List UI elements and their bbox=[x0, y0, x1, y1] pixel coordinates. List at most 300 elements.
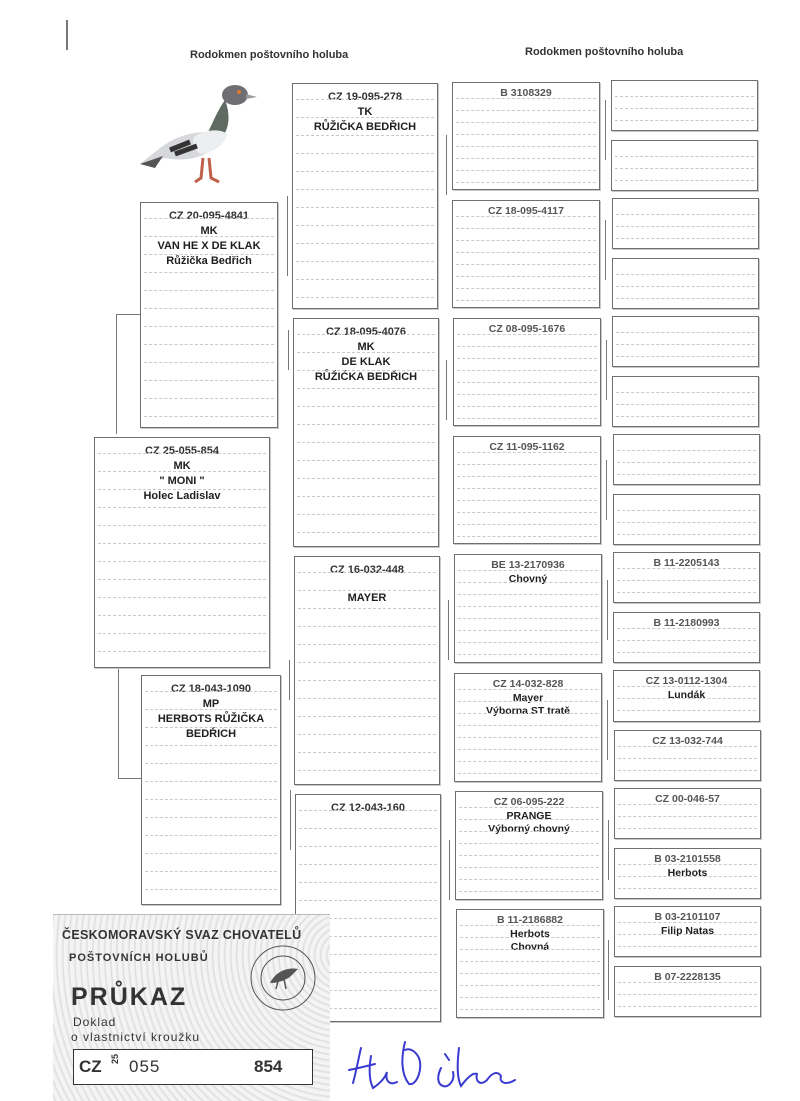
ruling-line bbox=[98, 543, 266, 544]
ruling-line bbox=[617, 686, 756, 687]
ruling-line bbox=[98, 453, 266, 454]
ggg-ring: CZ 13-0112-1304 bbox=[645, 675, 728, 687]
connector bbox=[290, 790, 291, 850]
sire-ring: CZ 20-095-4841 bbox=[168, 210, 250, 222]
grandparent-line: RŮŽIČKA BEDŘICH bbox=[313, 121, 417, 133]
ruling-line bbox=[298, 680, 436, 681]
ruling-line bbox=[145, 835, 277, 836]
ruling-line bbox=[296, 261, 434, 262]
ruling-line bbox=[145, 853, 277, 854]
ruling-line bbox=[298, 698, 436, 699]
ruling-line bbox=[458, 773, 598, 774]
ruling-line bbox=[297, 388, 435, 389]
great-grandparent-line: Výborný chovný bbox=[488, 823, 570, 835]
ggg-box bbox=[614, 848, 761, 899]
ggg-box bbox=[612, 316, 759, 367]
ruling-line bbox=[617, 652, 756, 653]
ruling-line bbox=[144, 416, 274, 417]
ruling-line bbox=[298, 662, 436, 663]
ruling-line bbox=[616, 286, 755, 287]
ruling-line bbox=[297, 514, 435, 515]
ggg-box bbox=[614, 788, 761, 839]
ruling-line bbox=[458, 761, 598, 762]
card-title: PRŮKAZ bbox=[71, 983, 188, 1011]
ruling-line bbox=[618, 888, 757, 889]
ruling-line bbox=[144, 236, 274, 237]
ruling-line bbox=[299, 882, 437, 883]
ruling-line bbox=[616, 392, 755, 393]
ruling-line bbox=[145, 799, 277, 800]
pigeon-name: " MONI " bbox=[159, 475, 205, 487]
connector bbox=[606, 460, 607, 520]
ruling-line bbox=[617, 462, 756, 463]
ggg-box bbox=[612, 376, 759, 427]
ruling-line bbox=[618, 982, 757, 983]
great-grandparent-ring: CZ 08-095-1676 bbox=[488, 323, 566, 335]
connector bbox=[446, 360, 447, 420]
ruling-line bbox=[457, 488, 597, 489]
ruling-line bbox=[456, 146, 596, 147]
card-org-line2: POŠTOVNÍCH HOLUBŮ bbox=[69, 952, 209, 964]
ggg-ring: CZ 00-046-57 bbox=[655, 793, 720, 805]
ruling-line bbox=[456, 252, 596, 253]
ruling-line bbox=[615, 180, 754, 181]
pigeon-color: MK bbox=[173, 460, 191, 472]
connector bbox=[605, 220, 606, 280]
ruling-line bbox=[456, 216, 596, 217]
ggg-line: Herbots bbox=[667, 866, 708, 879]
ruling-line bbox=[456, 134, 596, 135]
grandparent-ring: CZ 16-032-448 bbox=[330, 564, 404, 576]
dam-line: MP bbox=[202, 698, 220, 710]
ruling-line bbox=[297, 460, 435, 461]
ruling-line bbox=[459, 807, 599, 808]
great-grandparent-ring: CZ 18-095-4117 bbox=[488, 205, 564, 217]
ruling-line bbox=[456, 228, 596, 229]
ruling-line bbox=[615, 156, 754, 157]
ruling-line bbox=[298, 770, 436, 771]
great-grandparent-ring: B 3108329 bbox=[500, 87, 552, 99]
ruling-line bbox=[615, 168, 754, 169]
dam-ring: CZ 18-043-1090 bbox=[170, 683, 252, 695]
ruling-line bbox=[458, 654, 598, 655]
ruling-line bbox=[618, 828, 757, 829]
ring-club: 055 bbox=[129, 1057, 161, 1076]
connector bbox=[118, 668, 119, 778]
ruling-line bbox=[616, 214, 755, 215]
connector bbox=[606, 340, 607, 400]
great-grandparent-box bbox=[454, 554, 602, 663]
ruling-line bbox=[460, 1009, 600, 1010]
connector bbox=[607, 580, 608, 640]
ruling-line bbox=[617, 710, 756, 711]
ruling-line bbox=[457, 524, 597, 525]
ggg-box bbox=[613, 612, 760, 663]
great-grandparent-box bbox=[452, 82, 600, 190]
ruling-line bbox=[297, 478, 435, 479]
ruling-line bbox=[616, 344, 755, 345]
pigeon-box bbox=[94, 437, 270, 668]
ruling-line bbox=[299, 900, 437, 901]
ruling-line bbox=[457, 512, 597, 513]
ruling-line bbox=[145, 871, 277, 872]
grandparent-line: TK bbox=[357, 106, 373, 118]
ruling-line bbox=[618, 934, 757, 935]
association-seal-icon bbox=[248, 943, 318, 1013]
great-grandparent-box bbox=[455, 791, 603, 900]
great-grandparent-box bbox=[453, 436, 601, 544]
ruling-line bbox=[459, 819, 599, 820]
ruling-line bbox=[297, 442, 435, 443]
ruling-line bbox=[296, 207, 434, 208]
ggg-box bbox=[614, 906, 761, 957]
ruling-line bbox=[456, 158, 596, 159]
ruling-line bbox=[617, 628, 756, 629]
connector bbox=[448, 600, 449, 660]
ruling-line bbox=[615, 120, 754, 121]
ruling-line bbox=[98, 525, 266, 526]
ruling-line bbox=[459, 843, 599, 844]
ggg-ring: B 03-2101558 bbox=[654, 853, 721, 865]
ruling-line bbox=[616, 356, 755, 357]
ruling-line bbox=[618, 770, 757, 771]
pedigree-heading-left: Rodokmen poštovního holuba bbox=[190, 49, 349, 61]
ruling-line bbox=[298, 716, 436, 717]
dam-line: HERBOTS RŮŽIČKA bbox=[157, 713, 265, 725]
ruling-line bbox=[618, 804, 757, 805]
ruling-line bbox=[297, 532, 435, 533]
ruling-line bbox=[296, 189, 434, 190]
ruling-line bbox=[296, 117, 434, 118]
ruling-line bbox=[297, 370, 435, 371]
ruling-line bbox=[617, 568, 756, 569]
ruling-line bbox=[298, 734, 436, 735]
great-grandparent-ring: CZ 11-095-1162 bbox=[489, 441, 565, 453]
ruling-line bbox=[457, 406, 597, 407]
ruling-line bbox=[456, 300, 596, 301]
ruling-line bbox=[98, 615, 266, 616]
grandparent-ring: CZ 19-095-278 bbox=[328, 91, 402, 103]
ggg-box bbox=[613, 552, 760, 603]
connector bbox=[605, 100, 606, 160]
ruling-line bbox=[299, 864, 437, 865]
ruling-line bbox=[145, 763, 277, 764]
ruling-line bbox=[98, 651, 266, 652]
ruling-line bbox=[456, 182, 596, 183]
ruling-line bbox=[299, 846, 437, 847]
ruling-line bbox=[460, 973, 600, 974]
ruling-line bbox=[457, 370, 597, 371]
ruling-line bbox=[144, 398, 274, 399]
ruling-line bbox=[617, 522, 756, 523]
ruling-line bbox=[617, 450, 756, 451]
ruling-line bbox=[144, 290, 274, 291]
ruling-line bbox=[98, 561, 266, 562]
ggg-ring: B 03-2101107 bbox=[654, 911, 721, 923]
ruling-line bbox=[618, 1006, 757, 1007]
ruling-line bbox=[618, 876, 757, 877]
sire-line: MK bbox=[200, 225, 218, 237]
great-grandparent-line: PRANGE bbox=[506, 809, 552, 822]
ruling-line bbox=[297, 406, 435, 407]
ruling-line bbox=[618, 922, 757, 923]
ruling-line bbox=[457, 358, 597, 359]
connector bbox=[607, 700, 608, 760]
connector bbox=[608, 940, 609, 1000]
ruling-line bbox=[297, 352, 435, 353]
ruling-line bbox=[296, 153, 434, 154]
ruling-line bbox=[144, 344, 274, 345]
ring-number: 854 bbox=[254, 1057, 283, 1076]
ruling-line bbox=[616, 416, 755, 417]
great-grandparent-ring: BE 13-2170936 bbox=[491, 559, 565, 571]
ruling-line bbox=[298, 626, 436, 627]
ggg-box bbox=[613, 494, 760, 545]
ruling-line bbox=[297, 334, 435, 335]
ruling-line bbox=[615, 108, 754, 109]
ruling-line bbox=[457, 418, 597, 419]
dam-line: BEDŘICH bbox=[185, 728, 237, 740]
ruling-line bbox=[144, 308, 274, 309]
ruling-line bbox=[459, 879, 599, 880]
connector bbox=[446, 135, 447, 195]
ruling-line bbox=[299, 828, 437, 829]
ruling-line bbox=[458, 594, 598, 595]
ruling-line bbox=[98, 507, 266, 508]
connector bbox=[116, 314, 141, 315]
grandparent-box bbox=[293, 318, 439, 547]
margin-mark bbox=[66, 20, 68, 50]
sire-line: Růžička Bedřich bbox=[166, 255, 252, 267]
ruling-line bbox=[296, 279, 434, 280]
ruling-line bbox=[457, 464, 597, 465]
ruling-line bbox=[458, 737, 598, 738]
ruling-line bbox=[297, 424, 435, 425]
ruling-line bbox=[457, 334, 597, 335]
ruling-line bbox=[616, 298, 755, 299]
ruling-line bbox=[460, 997, 600, 998]
ruling-line bbox=[296, 171, 434, 172]
ruling-line bbox=[298, 752, 436, 753]
ggg-ring: B 11-2180993 bbox=[653, 617, 720, 629]
grandparent-line: RŮŽIČKA BEDŘICH bbox=[314, 371, 418, 383]
ruling-line bbox=[456, 288, 596, 289]
card-subtitle-line2: o vlastnictví kroužku bbox=[71, 1030, 201, 1044]
ruling-line bbox=[460, 937, 600, 938]
ruling-line bbox=[460, 925, 600, 926]
connector bbox=[287, 196, 288, 276]
ruling-line bbox=[460, 985, 600, 986]
ruling-line bbox=[144, 254, 274, 255]
ruling-line bbox=[144, 362, 274, 363]
ruling-line bbox=[98, 471, 266, 472]
great-grandparent-ring: CZ 06-095-222 bbox=[493, 796, 565, 808]
grandparent-ring: CZ 12-043-160 bbox=[331, 802, 405, 814]
ruling-line bbox=[458, 570, 598, 571]
ruling-line bbox=[459, 855, 599, 856]
grandparent-ring: CZ 18-095-4076 bbox=[325, 326, 407, 338]
ruling-line bbox=[616, 226, 755, 227]
ruling-line bbox=[458, 725, 598, 726]
ruling-line bbox=[616, 274, 755, 275]
grandparent-line: MK bbox=[357, 341, 375, 353]
grandparent-line: MAYER bbox=[347, 592, 387, 604]
connector bbox=[118, 778, 142, 779]
connector bbox=[608, 820, 609, 880]
ruling-line bbox=[618, 746, 757, 747]
grandparent-box bbox=[294, 556, 440, 785]
great-grandparent-line: Výborna ST tratě bbox=[485, 705, 571, 717]
ruling-line bbox=[617, 474, 756, 475]
pigeon-ring: CZ 25-055-854 bbox=[145, 445, 219, 457]
ruling-line bbox=[617, 640, 756, 641]
ruling-line bbox=[460, 961, 600, 962]
ruling-line bbox=[459, 891, 599, 892]
ruling-line bbox=[98, 579, 266, 580]
great-grandparent-box bbox=[453, 318, 601, 426]
ruling-line bbox=[144, 272, 274, 273]
ruling-line bbox=[456, 170, 596, 171]
ruling-line bbox=[460, 949, 600, 950]
ruling-line bbox=[144, 218, 274, 219]
card-subtitle-line1: Doklad bbox=[73, 1015, 117, 1029]
ruling-line bbox=[145, 691, 277, 692]
ruling-line bbox=[618, 994, 757, 995]
great-grandparent-line: Mayer bbox=[512, 691, 544, 704]
ruling-line bbox=[617, 534, 756, 535]
connector bbox=[288, 330, 289, 370]
ruling-line bbox=[457, 536, 597, 537]
ruling-line bbox=[297, 496, 435, 497]
ggg-box bbox=[611, 80, 758, 131]
ruling-line bbox=[617, 698, 756, 699]
ruling-line bbox=[618, 946, 757, 947]
ruling-line bbox=[618, 758, 757, 759]
ruling-line bbox=[98, 633, 266, 634]
ruling-line bbox=[145, 745, 277, 746]
ruling-line bbox=[458, 606, 598, 607]
grandparent-box bbox=[292, 83, 438, 309]
ggg-box bbox=[613, 670, 760, 722]
ruling-line bbox=[299, 810, 437, 811]
great-grandparent-line: Herbots bbox=[510, 927, 550, 940]
ring-year: 25 bbox=[110, 1054, 120, 1065]
ruling-line bbox=[145, 709, 277, 710]
ruling-line bbox=[457, 476, 597, 477]
ruling-line bbox=[459, 831, 599, 832]
ruling-line bbox=[298, 590, 436, 591]
ggg-line: Lundák bbox=[667, 688, 706, 701]
ruling-line bbox=[617, 580, 756, 581]
ruling-line bbox=[457, 452, 597, 453]
ruling-line bbox=[457, 382, 597, 383]
great-grandparent-ring: B 11-2186882 bbox=[497, 914, 563, 926]
ruling-line bbox=[145, 889, 277, 890]
ruling-line bbox=[298, 572, 436, 573]
ruling-line bbox=[615, 96, 754, 97]
ruling-line bbox=[616, 332, 755, 333]
ruling-line bbox=[298, 608, 436, 609]
ruling-line bbox=[618, 864, 757, 865]
ruling-line bbox=[456, 240, 596, 241]
dam-box bbox=[141, 675, 281, 905]
ruling-line bbox=[616, 404, 755, 405]
ruling-line bbox=[144, 326, 274, 327]
ruling-line bbox=[145, 781, 277, 782]
ruling-line bbox=[458, 618, 598, 619]
ggg-box bbox=[612, 198, 759, 249]
ruling-line bbox=[459, 867, 599, 868]
great-grandparent-line: Chovná bbox=[510, 941, 550, 953]
ggg-ring: CZ 13-032-744 bbox=[652, 735, 723, 747]
connector bbox=[449, 840, 450, 900]
card-org-line1: ČESKOMORAVSKÝ SVAZ CHOVATELŮ bbox=[62, 928, 302, 942]
ring-ownership-card bbox=[53, 914, 330, 1101]
ruling-line bbox=[617, 592, 756, 593]
ruling-line bbox=[458, 582, 598, 583]
ggg-ring: B 07-2228135 bbox=[654, 971, 721, 983]
ggg-box bbox=[611, 140, 758, 191]
ruling-line bbox=[145, 727, 277, 728]
great-grandparent-line: Chovný bbox=[508, 572, 548, 585]
great-grandparent-ring: CZ 14-032-828 bbox=[492, 678, 564, 690]
ruling-line bbox=[618, 816, 757, 817]
great-grandparent-box bbox=[454, 673, 602, 782]
ruling-line bbox=[144, 380, 274, 381]
ruling-line bbox=[98, 597, 266, 598]
ruling-line bbox=[456, 264, 596, 265]
ring-country: CZ bbox=[79, 1057, 102, 1076]
connector bbox=[116, 314, 117, 434]
ruling-line bbox=[456, 122, 596, 123]
ruling-line bbox=[456, 276, 596, 277]
ruling-line bbox=[458, 701, 598, 702]
ggg-line: Filip Natas bbox=[660, 924, 715, 937]
great-grandparent-box bbox=[452, 200, 600, 308]
ruling-line bbox=[296, 99, 434, 100]
ruling-line bbox=[296, 135, 434, 136]
ggg-box bbox=[614, 730, 761, 781]
pigeon-illustration bbox=[135, 78, 260, 188]
ruling-line bbox=[458, 642, 598, 643]
ruling-line bbox=[458, 749, 598, 750]
ruling-line bbox=[458, 689, 598, 690]
ruling-line bbox=[617, 510, 756, 511]
ruling-line bbox=[458, 713, 598, 714]
ruling-line bbox=[457, 394, 597, 395]
handwritten-signature bbox=[345, 1028, 525, 1098]
sire-line: VAN HE X DE KLAK bbox=[157, 240, 261, 252]
ring-number-box bbox=[73, 1049, 313, 1085]
ruling-line bbox=[98, 489, 266, 490]
great-grandparent-box bbox=[456, 909, 604, 1018]
ruling-line bbox=[458, 630, 598, 631]
ggg-box bbox=[613, 434, 760, 485]
ruling-line bbox=[298, 644, 436, 645]
ggg-box bbox=[614, 966, 761, 1017]
ggg-box bbox=[612, 258, 759, 309]
pigeon-owner: Holec Ladislav bbox=[143, 490, 221, 502]
ruling-line bbox=[145, 817, 277, 818]
ruling-line bbox=[456, 98, 596, 99]
ruling-line bbox=[456, 110, 596, 111]
connector bbox=[289, 660, 290, 700]
ruling-line bbox=[296, 243, 434, 244]
ruling-line bbox=[616, 238, 755, 239]
sire-box bbox=[140, 202, 278, 428]
ruling-line bbox=[457, 500, 597, 501]
ruling-line bbox=[296, 225, 434, 226]
